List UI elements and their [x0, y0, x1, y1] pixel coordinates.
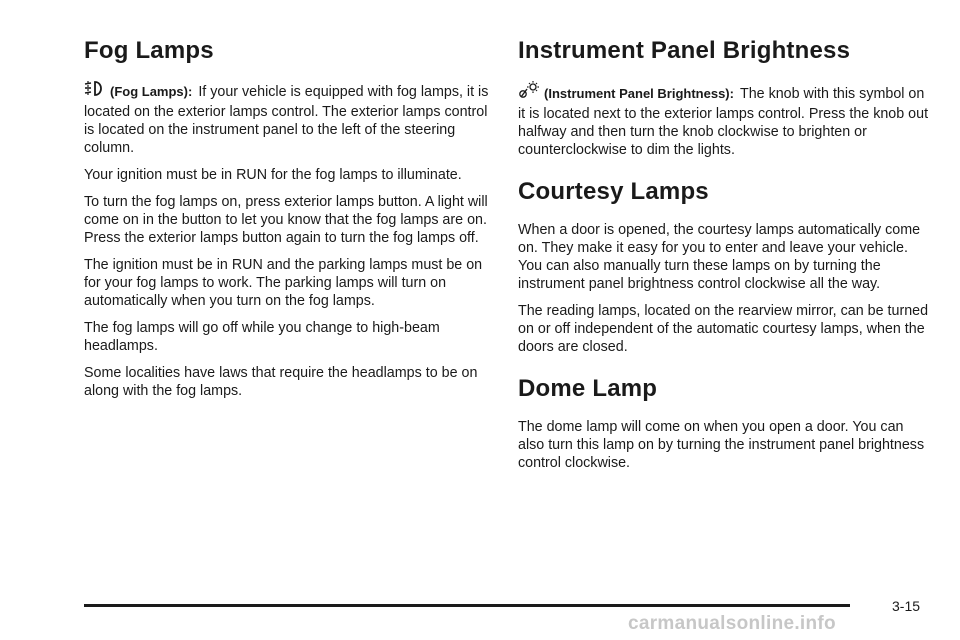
footer-rule: [84, 604, 850, 607]
fog-lamps-heading: Fog Lamps: [84, 37, 214, 64]
instrument-panel-brightness-heading: Instrument Panel Brightness: [518, 37, 851, 64]
dome-lamp-heading: Dome Lamp: [518, 375, 658, 402]
instrument-panel-brightness-lead-text: The knob with this symbol on it is located next to the exterior lamps control. Press the knob out halfway and then turn the knob clockwise to brighten or counterclockwise to dim the lights.: [518, 86, 929, 158]
courtesy-lamps-paragraph-1: When a door is opened, the courtesy lamps automatically come on. They make it easy for you to enter and leave your vehicle. You can also manually turn these lamps on by turning the instrument panel brightness control clockwise all the way.: [518, 222, 921, 292]
fog-lamps-lead-text: If your vehicle is equipped with fog lamps, it is located on the exterior lamps control. The exterior lamps control is located on the instrument panel to the left of the steering column.: [84, 84, 489, 156]
instrument-panel-brightness-icon: [518, 80, 540, 105]
fog-lamps-term: (Fog Lamps):: [110, 84, 193, 99]
fog-lamps-paragraph-4: The fog lamps will go off while you change to high-beam headlamps.: [84, 320, 440, 354]
courtesy-lamps-paragraph-2: The reading lamps, located on the rearview mirror, can be turned on or off independent of the automatic courtesy lamps, when the doors are closed.: [518, 303, 929, 355]
courtesy-lamps-heading: Courtesy Lamps: [518, 178, 709, 205]
fog-lamps-intro: [84, 80, 494, 157]
dome-lamp-paragraph-1: The dome lamp will come on when you open a door. You can also turn this lamp on by turning the instrument panel brightness control clockwise.: [518, 419, 925, 471]
page-number: 3-15: [892, 598, 921, 614]
watermark: carmanualsonline.info: [628, 613, 836, 634]
instrument-panel-brightness-intro: [518, 80, 930, 159]
fog-lamp-icon: [84, 80, 106, 103]
left-column: [84, 36, 494, 409]
fog-lamps-paragraph-1: Your ignition must be in RUN for the fog lamps to illuminate.: [84, 167, 462, 183]
fog-lamps-paragraph-3: The ignition must be in RUN and the parking lamps must be on for your fog lamps to work. The parking lamps will turn on automatically when you turn on the fog lamps.: [84, 257, 483, 309]
fog-lamps-paragraph-5: Some localities have laws that require the headlamps to be on along with the fog lamps.: [84, 365, 478, 399]
fog-lamps-paragraph-2: To turn the fog lamps on, press exterior lamps button. A light will come on in the button to let you know that the fog lamps are on. Press the exterior lamps button again to turn the fog lamps off.: [84, 194, 488, 246]
right-column: [518, 36, 930, 481]
instrument-panel-brightness-term: (Instrument Panel Brightness):: [544, 86, 734, 101]
